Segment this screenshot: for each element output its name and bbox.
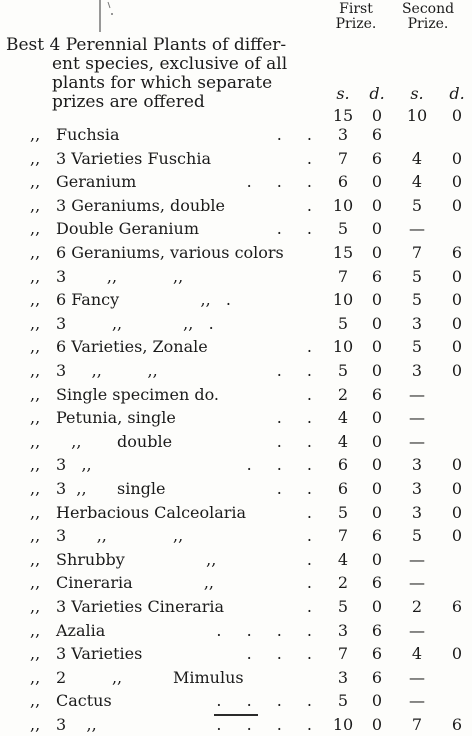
first-prize-shillings: 2 [337, 573, 349, 593]
unit-second-pence: d. [449, 84, 465, 103]
second-prize-shillings: — [409, 219, 425, 239]
first-prize-shillings: 6 [337, 479, 349, 498]
table-row [0, 619, 472, 642]
row-label: 6 Varieties, Zonale [56, 337, 208, 357]
first-prize-header-line2: Prize. [335, 16, 377, 32]
first-prize-shillings: 5 [337, 219, 349, 239]
leader-dots: . . [276, 125, 322, 144]
first-prize-shillings: 15 [332, 243, 354, 262]
second-prize-shillings: 5 [411, 195, 423, 215]
leader-dots: . [306, 526, 322, 546]
second-prize-pence: 0 [451, 644, 463, 664]
second-prize-shillings: 5 [411, 266, 423, 286]
second-prize-shillings: — [409, 431, 425, 451]
first-prize-shillings: 5 [337, 313, 349, 333]
first-prize-pence: 0 [371, 219, 383, 239]
row-label: 6 Geraniums, various colors [56, 243, 284, 262]
second-prize-shillings: 5 [411, 290, 423, 310]
second-prize-shillings: 3 [411, 479, 423, 498]
row-label: 3 Varieties Fuschia [56, 148, 211, 168]
first-prize-pence: 6 [371, 526, 383, 546]
second-prize-pence: 0 [451, 172, 463, 192]
table-row [0, 170, 472, 193]
ditto-mark: ,, [30, 337, 41, 357]
table-row [0, 335, 472, 358]
row-label: 3 ,, [56, 715, 97, 734]
ditto-mark: ,, [30, 455, 41, 475]
leader-dots: . . . . [216, 691, 322, 711]
table-row [0, 123, 472, 146]
second-prize-shillings: 3 [411, 361, 423, 380]
first-prize-shillings: 10 [332, 195, 354, 215]
ditto-mark: ,, [30, 266, 41, 286]
row-label: 3 ,, [56, 455, 92, 475]
second-prize-shillings: 4 [411, 172, 423, 192]
first-prize-shillings: 3 [337, 125, 349, 144]
first-prize-shillings: 5 [337, 361, 349, 380]
row-label: 3 ,, ,, [56, 266, 184, 286]
unit-second-shillings: s. [410, 84, 424, 103]
scan-artifact-mark [96, 0, 118, 34]
intro-line-4: prizes are offered [52, 92, 205, 112]
row-label: ,, double [56, 431, 173, 451]
first-prize-shillings: 3 [337, 620, 349, 640]
ditto-mark: ,, [30, 361, 41, 380]
first-prize-pence: 6 [371, 125, 383, 144]
table-row [0, 430, 472, 453]
row-label: 3 Geraniums, double [56, 195, 225, 215]
first-prize-shillings: 4 [337, 408, 349, 428]
table-row [0, 312, 472, 335]
first-prize-pence: 0 [371, 597, 383, 616]
intro-first-shillings: 15 [332, 106, 354, 125]
first-prize-shillings: 10 [332, 290, 354, 310]
ditto-mark: ,, [30, 715, 41, 734]
leader-dots: . . . . [216, 715, 322, 734]
second-prize-shillings: 7 [411, 715, 423, 734]
table-row [0, 548, 472, 571]
ditto-mark: ,, [30, 219, 41, 239]
first-prize-pence: 0 [371, 313, 383, 333]
row-label: 3 ,, ,, . [56, 313, 214, 333]
second-prize-pence: 0 [451, 502, 463, 522]
table-row [0, 147, 472, 170]
unit-first-shillings: s. [336, 84, 350, 103]
table-row [0, 359, 472, 382]
second-prize-pence: 0 [451, 148, 463, 168]
second-prize-shillings: — [409, 620, 425, 640]
first-prize-shillings: 7 [337, 148, 349, 168]
second-prize-shillings: 5 [411, 337, 423, 357]
first-prize-pence: 0 [371, 431, 383, 451]
ditto-mark: ,, [30, 502, 41, 522]
first-prize-shillings: 6 [337, 455, 349, 475]
second-prize-shillings: — [409, 408, 425, 428]
leader-dots: . [306, 195, 322, 215]
first-prize-pence: 0 [371, 172, 383, 192]
second-prize-shillings: 3 [411, 455, 423, 475]
first-prize-pence: 0 [371, 361, 383, 380]
leader-dots: . [306, 384, 322, 404]
leader-dots: . [306, 502, 322, 522]
row-label: 2 ,, Mimulus [56, 667, 244, 687]
first-prize-pence: 6 [371, 620, 383, 640]
first-prize-shillings: 5 [337, 502, 349, 522]
leader-dots: . . [276, 361, 322, 380]
second-prize-pence: 0 [451, 313, 463, 333]
row-label: Azalia [56, 620, 106, 640]
first-prize-pence: 0 [371, 337, 383, 357]
intro-line-1: Best 4 Perennial Plants of differ- [6, 35, 287, 55]
first-prize-pence: 6 [371, 644, 383, 664]
first-prize-shillings: 4 [337, 549, 349, 569]
second-prize-pence: 0 [451, 361, 463, 380]
second-prize-pence: 0 [451, 526, 463, 546]
leader-dots: . . [276, 408, 322, 428]
ditto-mark: ,, [30, 125, 41, 144]
second-prize-header-line1: Second [401, 1, 455, 17]
first-prize-pence: 0 [371, 243, 383, 262]
table-row [0, 501, 472, 524]
intro-line-2: ent species, exclusive of all [52, 54, 288, 74]
table-row [0, 571, 472, 594]
second-prize-pence: 0 [451, 455, 463, 475]
first-prize-pence: 0 [371, 715, 383, 734]
first-prize-pence: 0 [371, 549, 383, 569]
ditto-mark: ,, [30, 384, 41, 404]
leader-dots: . . . [246, 455, 322, 475]
first-prize-shillings: 7 [337, 644, 349, 664]
leader-dots: . [306, 148, 322, 168]
first-prize-shillings: 10 [332, 715, 354, 734]
table-row [0, 713, 472, 736]
ditto-mark: ,, [30, 644, 41, 664]
ditto-mark: ,, [30, 691, 41, 711]
second-prize-pence: 0 [451, 479, 463, 498]
row-label: 6 Fancy ,, . [56, 290, 232, 310]
unit-first-pence: d. [369, 84, 385, 103]
second-prize-header-line2: Prize. [407, 16, 449, 32]
intro-second-shillings: 10 [406, 106, 428, 125]
ditto-mark: ,, [30, 431, 41, 451]
second-prize-shillings: 3 [411, 313, 423, 333]
intro-line-3: plants for which separate [52, 73, 273, 93]
first-prize-header [326, 2, 386, 32]
table-row [0, 406, 472, 429]
second-prize-shillings: — [409, 691, 425, 711]
second-prize-shillings: 3 [411, 502, 423, 522]
ditto-mark: ,, [30, 172, 41, 192]
leader-dots: . . [276, 431, 322, 451]
ditto-mark: ,, [30, 408, 41, 428]
second-prize-shillings: 7 [411, 243, 423, 262]
row-label: 3 Varieties [56, 644, 143, 664]
row-label: Petunia, single [56, 408, 176, 428]
first-prize-shillings: 6 [337, 172, 349, 192]
first-prize-pence: 6 [371, 667, 383, 687]
first-prize-shillings: 5 [337, 691, 349, 711]
second-prize-shillings: — [409, 573, 425, 593]
ditto-mark: ,, [30, 148, 41, 168]
leader-dots: . [306, 337, 322, 357]
first-prize-pence: 0 [371, 408, 383, 428]
currency-units-row [0, 84, 472, 104]
ditto-mark: ,, [30, 573, 41, 593]
second-prize-shillings: — [409, 549, 425, 569]
leader-dots: . . [276, 219, 322, 239]
first-prize-shillings: 2 [337, 384, 349, 404]
second-prize-pence: 0 [451, 290, 463, 310]
intro-first-pence: 0 [371, 106, 383, 125]
ditto-mark: ,, [30, 313, 41, 333]
table-row [0, 194, 472, 217]
first-prize-shillings: 5 [337, 597, 349, 616]
second-prize-pence: 0 [451, 266, 463, 286]
row-label: 3 ,, ,, [56, 526, 184, 546]
second-prize-pence: 0 [451, 337, 463, 357]
ditto-mark: ,, [30, 195, 41, 215]
second-prize-header [398, 2, 458, 32]
ditto-mark: ,, [30, 526, 41, 546]
table-row [0, 524, 472, 547]
table-row [0, 241, 472, 264]
ditto-mark: ,, [30, 243, 41, 262]
first-prize-pence: 0 [371, 455, 383, 475]
row-label: Fuchsia [56, 125, 120, 144]
ditto-mark: ,, [30, 479, 41, 498]
first-prize-shillings: 4 [337, 431, 349, 451]
leader-dots: . . . . [216, 620, 322, 640]
first-prize-pence: 6 [371, 573, 383, 593]
first-prize-pence: 6 [371, 266, 383, 286]
row-label: Single specimen do. [56, 384, 220, 404]
ditto-mark: ,, [30, 549, 41, 569]
row-label: Double Geranium [56, 219, 200, 239]
first-prize-pence: 0 [371, 195, 383, 215]
table-row [0, 288, 472, 311]
first-prize-pence: 0 [371, 290, 383, 310]
first-prize-pence: 6 [371, 384, 383, 404]
second-prize-pence: 0 [451, 195, 463, 215]
row-label: Shrubby ,, [56, 549, 217, 569]
leader-dots: . . . [246, 644, 322, 664]
first-prize-pence: 0 [371, 691, 383, 711]
second-prize-shillings: 5 [411, 526, 423, 546]
table-row [0, 265, 472, 288]
table-row [0, 453, 472, 476]
row-label: Cineraria ,, [56, 573, 214, 593]
first-prize-pence: 0 [371, 502, 383, 522]
second-prize-shillings: — [409, 667, 425, 687]
second-prize-shillings: 4 [411, 644, 423, 664]
leader-dots: . . . [246, 172, 322, 192]
first-prize-shillings: 3 [337, 667, 349, 687]
first-prize-shillings: 10 [332, 337, 354, 357]
table-row [0, 217, 472, 240]
second-prize-shillings: 4 [411, 148, 423, 168]
ditto-mark: ,, [30, 667, 41, 687]
row-label: Cactus [56, 691, 112, 711]
table-row [0, 383, 472, 406]
second-prize-pence: 6 [451, 715, 463, 734]
ditto-mark: ,, [30, 597, 41, 616]
row-label: 3 ,, single [56, 479, 166, 498]
leader-dots: . . [276, 479, 322, 498]
row-label: Geranium [56, 172, 137, 192]
row-label: 3 Varieties Cineraria [56, 597, 225, 616]
first-prize-header-line1: First [339, 1, 373, 17]
first-prize-pence: 6 [371, 148, 383, 168]
first-prize-shillings: 7 [337, 526, 349, 546]
leader-dots: . [306, 549, 322, 569]
intro-second-pence: 0 [451, 106, 463, 125]
row-label: 3 ,, ,, [56, 361, 158, 380]
ditto-mark: ,, [30, 620, 41, 640]
first-prize-shillings: 7 [337, 266, 349, 286]
second-prize-pence: 6 [451, 597, 463, 616]
leader-dots: . [306, 573, 322, 593]
second-prize-pence: 6 [451, 243, 463, 262]
ditto-mark: ,, [30, 290, 41, 310]
closing-rule [214, 714, 258, 716]
first-prize-pence: 0 [371, 479, 383, 498]
leader-dots: . [306, 597, 322, 616]
table-row [0, 595, 472, 618]
table-row [0, 477, 472, 500]
second-prize-shillings: — [409, 384, 425, 404]
second-prize-shillings: 2 [411, 597, 423, 616]
table-row [0, 666, 472, 689]
table-row [0, 689, 472, 712]
table-row [0, 642, 472, 665]
row-label: Herbacious Calceolaria [56, 502, 247, 522]
